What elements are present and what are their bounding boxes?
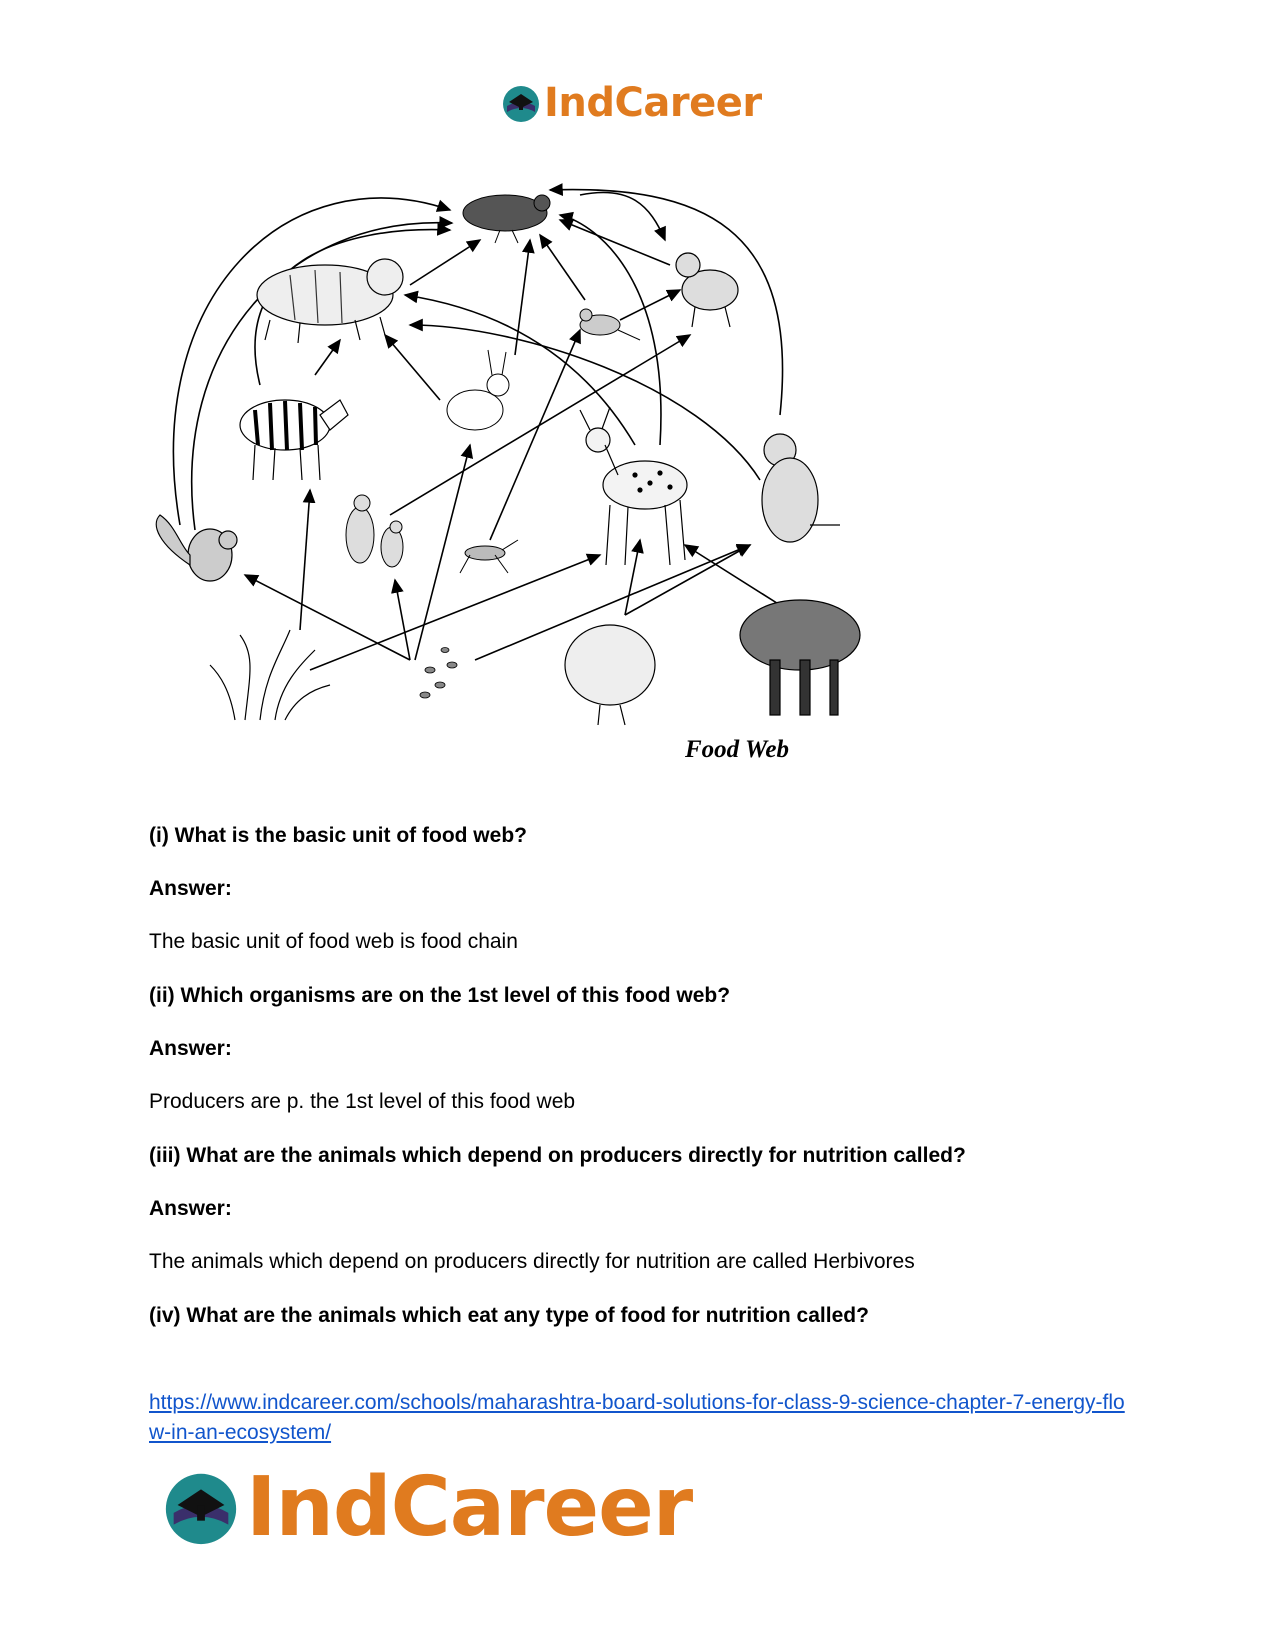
answer-1: The basic unit of food web is food chain — [149, 930, 518, 953]
answer-3: The animals which depend on producers directly for nutrition are called Herbivores — [149, 1250, 915, 1273]
seeds-illustration — [420, 648, 457, 699]
grasshopper-illustration — [460, 540, 518, 573]
zebra-illustration — [240, 400, 348, 480]
answer-label-2: Answer: — [149, 1037, 232, 1060]
answer-2: Producers are p. the 1st level of this food web — [149, 1090, 576, 1113]
grass-illustration — [210, 630, 330, 720]
question-2: (ii) Which organisms are on the 1st level of this food web? — [149, 984, 731, 1007]
logo-book-icon — [500, 82, 542, 124]
answer-label-3: Answer: — [149, 1197, 232, 1220]
wolf-illustration — [676, 253, 738, 327]
tree-illustration — [740, 600, 860, 715]
tiger-illustration — [257, 259, 403, 343]
prairie-dog-illustration — [346, 495, 403, 567]
rabbit-illustration — [447, 350, 509, 430]
question-1: (i) What is the basic unit of food web? — [149, 824, 527, 847]
question-3: (iii) What are the animals which depend on producers directly for nutrition called? — [149, 1144, 966, 1167]
question-4: (iv) What are the animals which eat any type of food for nutrition called? — [149, 1304, 869, 1327]
diagram-caption: Food Web — [685, 736, 789, 763]
footer-brand-text: IndCareer — [246, 1459, 693, 1555]
deer-illustration — [580, 407, 687, 565]
logo-book-icon — [160, 1466, 242, 1548]
squirrel-illustration — [156, 515, 237, 581]
answer-label-1: Answer: — [149, 877, 232, 900]
bush-illustration — [565, 625, 655, 725]
header-brand-text: IndCareer — [544, 80, 762, 126]
footer-logo — [160, 1459, 693, 1555]
header-logo — [500, 78, 762, 128]
monkey-illustration — [762, 434, 840, 542]
vulture-illustration — [463, 195, 550, 243]
source-link[interactable]: https://www.indcareer.com/schools/maharashtra-board-solutions-for-class-9-science-chapter-7-energy-flow-in-an-ecosystem/ — [149, 1391, 1125, 1444]
food-web-diagram — [140, 145, 920, 805]
